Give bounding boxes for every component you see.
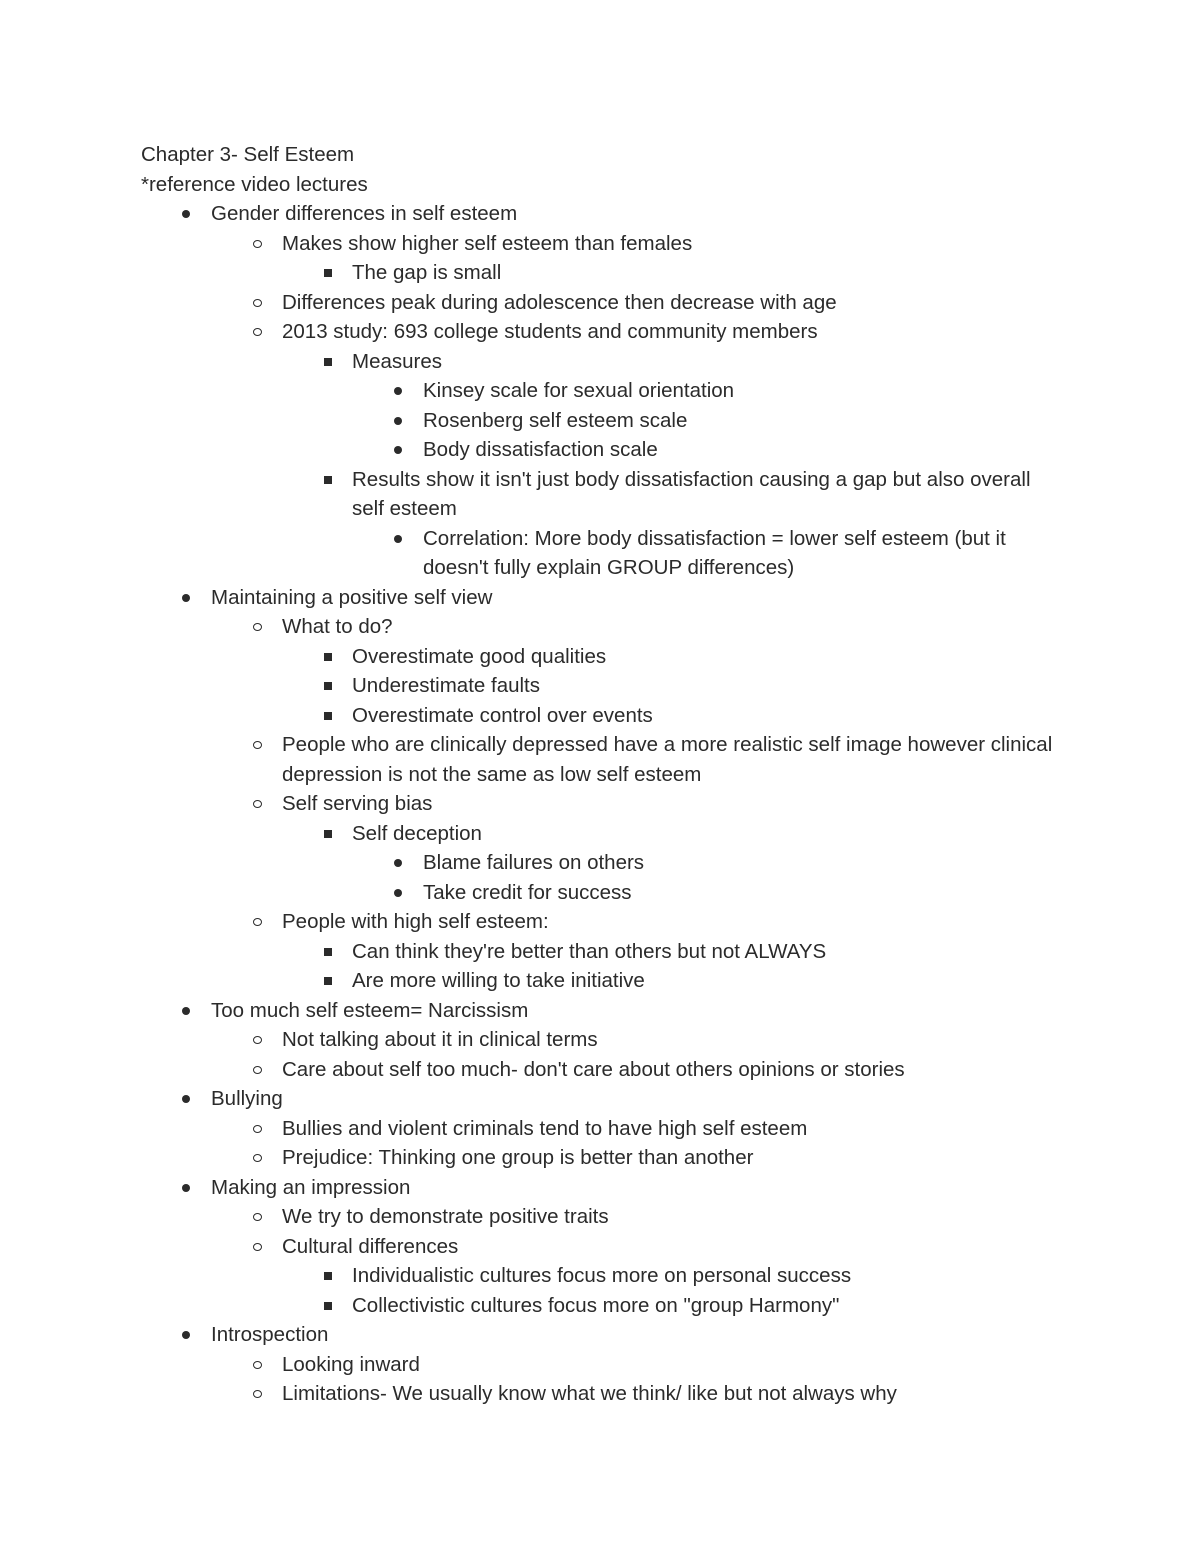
- circle-bullet-icon: [249, 1025, 269, 1054]
- list-item: [423, 435, 1061, 465]
- list-item: [423, 848, 1061, 878]
- list-item: [352, 819, 1061, 908]
- square-bullet-icon: [319, 258, 339, 287]
- list-item-text: Correlation: More body dissatisfaction = lower self esteem (but it doesn't fully explain GROUP differences): [423, 526, 1006, 579]
- page-title: Chapter 3- Self Esteem: [141, 143, 355, 166]
- list-item: [211, 583, 1061, 996]
- list-item: [282, 730, 1061, 789]
- list-item: [352, 642, 1061, 672]
- disc-bullet-icon: [390, 848, 410, 877]
- list-item: [282, 229, 1061, 288]
- list-item: [211, 199, 1061, 583]
- list-item: [352, 937, 1061, 967]
- document-body: [141, 140, 1061, 1409]
- list-item-text: Cultural differences: [282, 1234, 459, 1258]
- disc-bullet-icon: [178, 1084, 198, 1113]
- circle-bullet-icon: [249, 1114, 269, 1143]
- list-item-text: Maintaining a positive self view: [211, 585, 493, 609]
- list-item-text: Bullying: [211, 1087, 283, 1110]
- sub-list: [423, 848, 1061, 907]
- sub-list: [352, 1261, 1061, 1320]
- disc-bullet-icon: [390, 435, 410, 464]
- list-item-text: Are more willing to take initiative: [352, 969, 645, 992]
- list-item: [423, 376, 1061, 406]
- list-item-text: Care about self too much- don't care about others opinions or stories: [282, 1057, 905, 1081]
- list-item: [211, 996, 1061, 1085]
- sub-list: [282, 612, 1061, 996]
- disc-bullet-icon: [178, 1173, 198, 1202]
- list-item: [282, 288, 1061, 318]
- list-item: [352, 966, 1061, 996]
- circle-bullet-icon: [249, 907, 269, 936]
- list-item: [211, 1320, 1061, 1409]
- circle-bullet-icon: [249, 730, 269, 759]
- outline-list: [211, 199, 1061, 1409]
- list-item: [352, 258, 1061, 288]
- circle-bullet-icon: [249, 1232, 269, 1261]
- sub-list: [423, 524, 1061, 583]
- circle-bullet-icon: [249, 1143, 269, 1172]
- circle-bullet-icon: [249, 288, 269, 317]
- square-bullet-icon: [319, 465, 339, 494]
- disc-bullet-icon: [390, 524, 410, 553]
- square-bullet-icon: [319, 347, 339, 376]
- list-item: [282, 612, 1061, 730]
- disc-bullet-icon: [178, 1320, 198, 1349]
- circle-bullet-icon: [249, 1379, 269, 1408]
- list-item-text: Prejudice: Thinking one group is better than another: [282, 1146, 754, 1169]
- list-item-text: Collectivistic cultures focus more on "group Harmony": [352, 1293, 840, 1317]
- disc-bullet-icon: [390, 376, 410, 405]
- sub-list: [282, 1114, 1061, 1173]
- square-bullet-icon: [319, 1291, 339, 1320]
- sub-list: [352, 258, 1061, 288]
- list-item-text: People who are clinically depressed have a more realistic self image however clinical depression is not the same as low self esteem: [282, 733, 1053, 786]
- list-item-text: What to do?: [282, 615, 393, 638]
- list-item: [423, 524, 1061, 583]
- list-item-text: Self deception: [352, 821, 482, 845]
- list-item-text: Can think they're better than others but not ALWAYS: [352, 939, 827, 963]
- sub-list: [352, 347, 1061, 583]
- square-bullet-icon: [319, 937, 339, 966]
- list-item: [282, 907, 1061, 996]
- list-item: [282, 1143, 1061, 1173]
- circle-bullet-icon: [249, 1055, 269, 1084]
- sub-list: [352, 642, 1061, 731]
- sub-list: [352, 819, 1061, 908]
- list-item-text: 2013 study: 693 college students and community members: [282, 320, 818, 343]
- square-bullet-icon: [319, 966, 339, 995]
- list-item-text: We try to demonstrate positive traits: [282, 1205, 609, 1228]
- disc-bullet-icon: [390, 406, 410, 435]
- list-item: [423, 878, 1061, 908]
- list-item: [352, 465, 1061, 583]
- circle-bullet-icon: [249, 1202, 269, 1231]
- list-item: [282, 1025, 1061, 1055]
- list-item: [352, 671, 1061, 701]
- list-item: [211, 1173, 1061, 1321]
- list-item-text: Limitations- We usually know what we think/ like but not always why: [282, 1382, 897, 1405]
- square-bullet-icon: [319, 671, 339, 700]
- list-item: [282, 1350, 1061, 1380]
- list-item-text: Body dissatisfaction scale: [423, 438, 658, 461]
- list-item-text: Not talking about it in clinical terms: [282, 1028, 598, 1051]
- list-item-text: Self serving bias: [282, 792, 433, 815]
- sub-list: [282, 1202, 1061, 1320]
- list-item-text: Too much self esteem= Narcissism: [211, 998, 529, 1022]
- circle-bullet-icon: [249, 1350, 269, 1379]
- list-item-text: Overestimate good qualities: [352, 644, 607, 668]
- list-item-text: Take credit for success: [423, 880, 632, 904]
- list-item-text: Introspection: [211, 1323, 329, 1346]
- square-bullet-icon: [319, 1261, 339, 1290]
- list-item-text: The gap is small: [352, 261, 502, 284]
- circle-bullet-icon: [249, 229, 269, 258]
- sub-list: [282, 1350, 1061, 1409]
- list-item-text: Measures: [352, 349, 443, 373]
- list-item: [282, 1379, 1061, 1409]
- disc-bullet-icon: [178, 199, 198, 228]
- list-item: [282, 789, 1061, 907]
- sub-list: [352, 937, 1061, 996]
- list-item-text: People with high self esteem:: [282, 910, 549, 933]
- list-item-text: Kinsey scale for sexual orientation: [423, 379, 735, 402]
- list-item-text: Bullies and violent criminals tend to have high self esteem: [282, 1116, 808, 1140]
- disc-bullet-icon: [390, 878, 410, 907]
- circle-bullet-icon: [249, 317, 269, 346]
- list-item-text: Rosenberg self esteem scale: [423, 408, 688, 432]
- list-item: [282, 1055, 1061, 1085]
- sub-list: [423, 376, 1061, 465]
- sub-list: [282, 1025, 1061, 1084]
- list-item: [352, 701, 1061, 731]
- list-item-text: Blame failures on others: [423, 851, 645, 874]
- list-item: [282, 1202, 1061, 1232]
- list-item: [423, 406, 1061, 436]
- list-item-text: Makes show higher self esteem than females: [282, 231, 693, 255]
- list-item: [352, 1291, 1061, 1321]
- square-bullet-icon: [319, 642, 339, 671]
- list-item-text: Overestimate control over events: [352, 703, 653, 727]
- page-subtitle: *reference video lectures: [141, 172, 368, 196]
- list-item: [352, 1261, 1061, 1291]
- list-item: [211, 1084, 1061, 1173]
- sub-list: [282, 229, 1061, 583]
- circle-bullet-icon: [249, 789, 269, 818]
- list-item-text: Gender differences in self esteem: [211, 202, 518, 225]
- disc-bullet-icon: [178, 996, 198, 1025]
- circle-bullet-icon: [249, 612, 269, 641]
- square-bullet-icon: [319, 701, 339, 730]
- list-item-text: Looking inward: [282, 1352, 420, 1376]
- square-bullet-icon: [319, 819, 339, 848]
- list-item: [282, 1114, 1061, 1144]
- list-item: [282, 317, 1061, 583]
- disc-bullet-icon: [178, 583, 198, 612]
- list-item-text: Individualistic cultures focus more on personal success: [352, 1264, 852, 1287]
- list-item: [352, 347, 1061, 465]
- list-item-text: Making an impression: [211, 1175, 411, 1199]
- list-item: [282, 1232, 1061, 1321]
- list-item-text: Underestimate faults: [352, 674, 541, 697]
- list-item-text: Differences peak during adolescence then decrease with age: [282, 290, 837, 314]
- list-item-text: Results show it isn't just body dissatisfaction causing a gap but also overall self esteem: [352, 467, 1031, 520]
